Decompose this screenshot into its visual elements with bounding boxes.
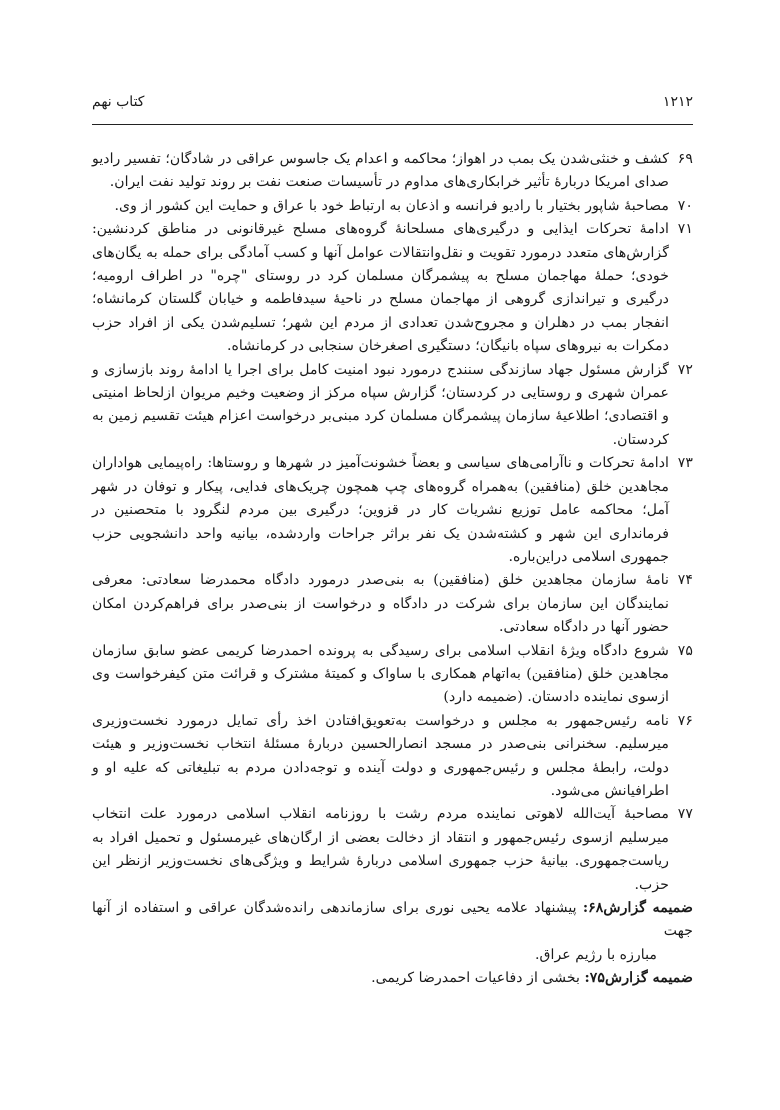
appendix-label: ضمیمه گزارش۷۵: bbox=[584, 970, 693, 987]
list-item bbox=[92, 803, 693, 897]
list-item bbox=[92, 195, 693, 218]
header-divider bbox=[92, 124, 693, 125]
appendix-note bbox=[92, 897, 693, 967]
item-number: ۷۴ bbox=[677, 572, 693, 589]
item-text: مصاحبهٔ شاپور بختیار با رادیو فرانسه و اذعان به ارتباط خود با عراق و حمایت این کشور از وی. bbox=[114, 197, 669, 214]
page-header bbox=[92, 94, 693, 118]
appendix-label: ضمیمه گزارش۶۸: bbox=[582, 900, 693, 916]
item-text: ادامهٔ تحرکات ایذایی و درگیری‌های مسلحانهٔ گروه‌های مسلح غیرقانونی در مناطق کردنشین: گزارش‌های متعدد درمورد تقویت و نقل‌وانتقالات عوامل آنها و کسب آمادگی برای حمله به یگان‌های خودی؛ حملهٔ مهاجمان مسلح به پیشمرگان مسلمان کرد در روستای "چره" در اطراف ارومیه؛ درگیری و تیراندازی گروهی از مهاجمان مسلح در ناحیهٔ سیدفاطمه و خیابان گلستان کرمانشاه؛ انفجار بمب در دهلران و مجروح‌شدن تعدادی از مردم این شهر؛ تسلیم‌شدن یکی از افراد حزب دمکرات به نیروهای سپاه بانیگان؛ دستگیری اصغرخان سنجابی در کرمانشاه. bbox=[92, 221, 669, 355]
list-item bbox=[92, 148, 693, 195]
list-item bbox=[92, 452, 693, 569]
item-text: گزارش مسئول جهاد سازندگی سنندج درمورد نبود امنیت کامل برای اجرا یا ادامهٔ روند بازسازی و عمران شهری و روستایی در کردستان؛ گزارش سپاه مرکز از وضعیت وخیم مریوان ازلحاظ امنیتی و اقتصادی؛ اطلاعیهٔ سازمان پیشمرگان مسلمان کرد مبنی‌بر درخواست اعزام هیئت تقسیم زمین به کردستان. bbox=[92, 361, 669, 448]
list-item bbox=[92, 710, 693, 804]
page-number: ۱۲۱۲ bbox=[662, 94, 693, 110]
item-number: ۷۲ bbox=[677, 361, 693, 378]
item-number: ۶۹ bbox=[677, 151, 693, 167]
list-item bbox=[92, 218, 693, 358]
item-number: ۷۵ bbox=[677, 642, 693, 659]
list-item bbox=[92, 569, 693, 639]
book-title: کتاب نهم bbox=[92, 94, 145, 110]
item-text: شروع دادگاه ویژهٔ انقلاب اسلامی برای رسیدگی به پرونده احمدرضا کریمی عضو سابق سازمان مجاهدین خلق (منافقین) به‌اتهام همکاری با ساواک و کمیتهٔ مشترک و قرائت متن کیفرخواست وی ازسوی نماینده دادستان. (ضمیمه دارد) bbox=[92, 642, 669, 706]
item-text: نامهٔ سازمان مجاهدین خلق (منافقین) به بنی‌صدر درمورد دادگاه محمدرضا سعادتی: معرفی نمایندگان این سازمان برای شرکت در دادگاه و درخواست از بنی‌صدر برای فراهم‌کردن امکان حضور آنها در دادگاه سعادتی. bbox=[92, 572, 669, 636]
list-item bbox=[92, 640, 693, 710]
item-text: مصاحبهٔ آیت‌الله لاهوتی نماینده مردم رشت با روزنامه انقلاب اسلامی درمورد علت انتخاب میرسلیم ازسوی رئیس‌جمهور و انتقاد از دخالت بعضی از ارگان‌های غیرمسئول و تحمیل افراد به ریاست‌جمهوری. بیانیهٔ حزب جمهوری اسلامی دربارهٔ شرایط و ویژگی‌های نخست‌وزیر ازنظر این حزب. bbox=[92, 806, 669, 893]
appendix-note bbox=[92, 967, 693, 990]
appendix-text: بخشی از دفاعیات احمدرضا کریمی. bbox=[371, 970, 580, 987]
item-number: ۷۱ bbox=[677, 221, 693, 238]
item-number: ۷۷ bbox=[677, 806, 693, 823]
item-text: نامه رئیس‌جمهور به مجلس و درخواست به‌تعویق‌افتادن اخذ رأی تمایل درمورد نخست‌وزیری میرسلیم. سخنرانی بنی‌صدر در مسجد انصارالحسین دربارهٔ مسئلهٔ انتخاب نخست‌وزیر و هیئت دولت، رابطهٔ مجلس و رئیس‌جمهوری و دولت آینده و توجه‌دادن مردم به تبلیغاتی که علیه او و اطرافیانش می‌شود. bbox=[92, 712, 669, 799]
appendix-text: پیشنهاد علامه یحیی نوری برای سازماندهی رانده‌شدگان عراقی و استفاده از آنها جهت bbox=[92, 900, 693, 940]
item-number: ۷۰ bbox=[677, 197, 693, 214]
item-number: ۷۶ bbox=[677, 712, 693, 729]
report-list bbox=[92, 148, 693, 991]
item-text: کشف و خنثی‌شدن یک بمب در اهواز؛ محاکمه و اعدام یک جاسوس عراقی در شادگان؛ تفسیر رادیو صدای امریکا دربارهٔ تأثیر خرابکاری‌های مداوم در تأسیسات صنعت نفت بر روند تولید نفت ایران. bbox=[92, 151, 669, 191]
list-item bbox=[92, 359, 693, 453]
appendix-text-continued: مبارزه با رژیم عراق. bbox=[535, 946, 657, 963]
item-text: ادامهٔ تحرکات و ناآرامی‌های سیاسی و بعضاً خشونت‌آمیز در شهرها و روستاها: راه‌پیمایی هواداران مجاهدین خلق (منافقین) به‌همراه گروه‌های چپ همچون چریک‌های فدایی، پیکار و توفان در شهر آمل؛ محاکمه عامل توزیع نشریات کار در قزوین؛ درگیری بین مردم لنگرود با متحصنین در فرمانداری این شهر و کشته‌شدن یک نفر براثر جراحات واردشده، بیانیه واحد دانشجویی حزب جمهوری اسلامی دراین‌باره. bbox=[92, 455, 669, 565]
item-number: ۷۳ bbox=[677, 455, 693, 472]
